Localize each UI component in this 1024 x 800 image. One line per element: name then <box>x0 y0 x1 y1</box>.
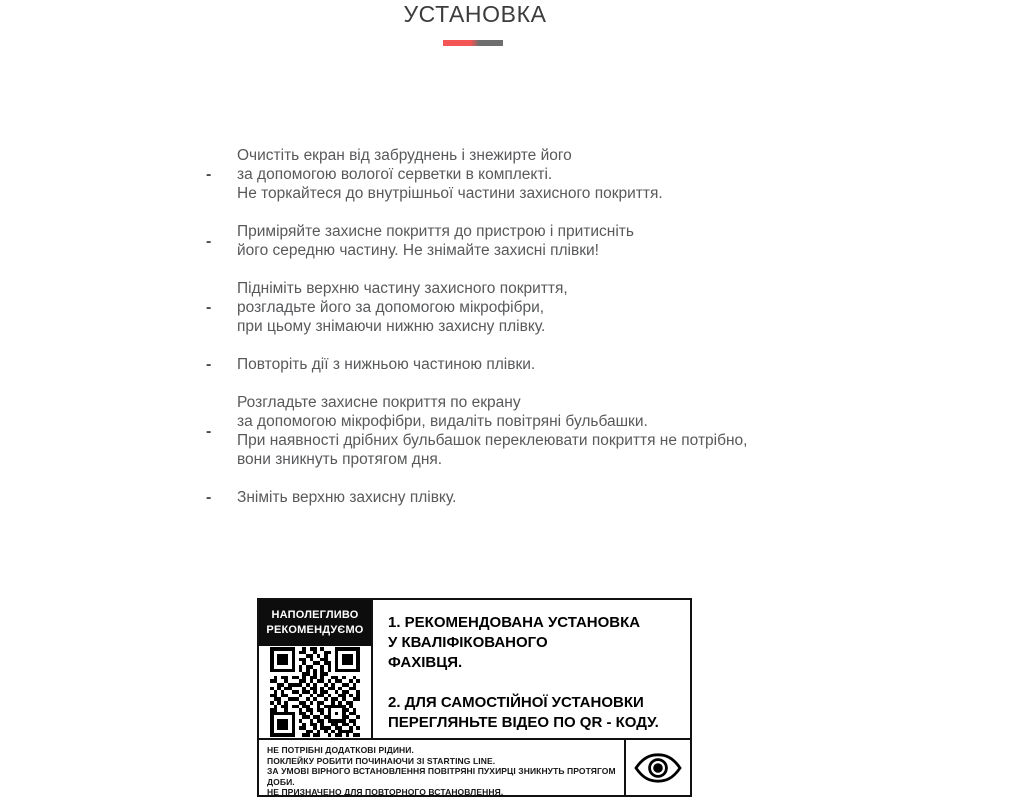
instruction-line: при цьому знімаючи нижню захисну плівку. <box>237 318 546 335</box>
instruction-line: Зніміть верхню захисну плівку. <box>237 489 457 506</box>
instruction-item <box>206 488 866 507</box>
instruction-line: Розгладьте захисне покриття по екрану <box>237 394 521 411</box>
instruction-text <box>237 488 456 507</box>
bullet-dash: - <box>206 422 212 440</box>
instruction-line: Підніміть верхню частину захисного покриття, <box>237 280 568 297</box>
instruction-line: вони зникнуть протягом дня. <box>237 451 443 468</box>
eye-cell <box>624 740 690 795</box>
strongly-recommend-badge <box>259 600 371 646</box>
recommendation-line: 2. ДЛЯ САМОСТІЙНОЇ УСТАНОВКИ <box>388 694 644 711</box>
recommendation-box <box>257 598 692 797</box>
instruction-text <box>237 146 663 203</box>
recommendation-line: У КВАЛІФІКОВАНОГО <box>388 634 548 651</box>
instruction-line: Очистіть екран від забруднень і знежирте його <box>237 147 572 164</box>
badge-line-2: РЕКОМЕНДУЄМО <box>266 624 364 636</box>
recommendation-items <box>373 600 690 738</box>
bullet-dash: - <box>206 232 212 250</box>
instruction-text <box>237 355 535 374</box>
instruction-text <box>237 279 568 336</box>
instruction-line: Приміряйте захисне покриття до пристрою і притисніть <box>237 223 634 240</box>
bullet-dash: - <box>206 299 212 316</box>
footnote-line: ПОКЛЕЙКУ РОБИТИ ПОЧИНАЮЧИ ЗІ STARTING LINE. <box>267 755 496 766</box>
recommendation-item <box>388 613 684 673</box>
eye-icon <box>634 752 682 784</box>
qr-wrap <box>259 646 371 738</box>
instruction-line: Не торкайтеся до внутрішньої частини захисного покриття. <box>237 185 663 202</box>
qr-module <box>356 733 360 737</box>
footnote-line: ЗА УМОВІ ВІРНОГО ВСТАНОВЛЕННЯ ПОВІТРЯНІ ПУХИРЦІ ЗНИКНУТЬ ПРОТЯГОМ ДОБИ. <box>267 766 616 787</box>
instruction-line: При наявності дрібних бульбашок переклеювати покриття не потрібно, <box>237 432 748 449</box>
instruction-line: його середню частину. Не знімайте захисні плівки! <box>237 242 599 259</box>
page-title: УСТАНОВКА <box>403 1 547 27</box>
instruction-line: за допомогою мікрофібри, видаліть повітряні бульбашки. <box>237 413 648 430</box>
recommendation-box-bottom <box>259 740 690 795</box>
footnotes <box>259 740 624 795</box>
bullet-dash: - <box>206 166 212 183</box>
recommendation-line: 1. РЕКОМЕНДОВАНА УСТАНОВКА <box>388 614 641 631</box>
instruction-line: Повторіть дії з нижньою частиною плівки. <box>237 356 536 373</box>
recommendation-line: ФАХІВЦЯ. <box>388 654 463 671</box>
badge-line-1: НАПОЛЕГЛИВО <box>271 609 359 621</box>
title-divider <box>443 40 503 46</box>
instruction-item <box>206 355 866 374</box>
instruction-list <box>206 146 866 526</box>
instruction-item <box>206 393 866 469</box>
instruction-item <box>206 146 866 203</box>
recommendation-box-top <box>259 600 690 740</box>
instruction-text <box>237 222 634 260</box>
footnote-line: НЕ ПРИЗНАЧЕНО ДЛЯ ПОВТОРНОГО ВСТАНОВЛЕННЯ. <box>267 787 504 797</box>
recommendation-line: ПЕРЕГЛЯНЬТЕ ВІДЕО ПО QR - КОДУ. <box>388 714 659 731</box>
page-header <box>0 1 950 28</box>
recommendation-item <box>388 693 684 733</box>
footnote-line: НЕ ПОТРІБНІ ДОДАТКОВІ РІДИНИ. <box>267 745 414 755</box>
qr-code-icon <box>270 647 360 737</box>
instruction-line: розгладьте його за допомогою мікрофібри, <box>237 299 545 316</box>
bullet-dash: - <box>206 489 212 506</box>
bullet-dash: - <box>206 356 212 373</box>
instruction-item <box>206 222 866 260</box>
instruction-item <box>206 279 866 336</box>
recommendation-box-left <box>259 600 373 738</box>
instruction-line: за допомогою вологої серветки в комплекті. <box>237 166 553 183</box>
instruction-text <box>237 393 748 469</box>
